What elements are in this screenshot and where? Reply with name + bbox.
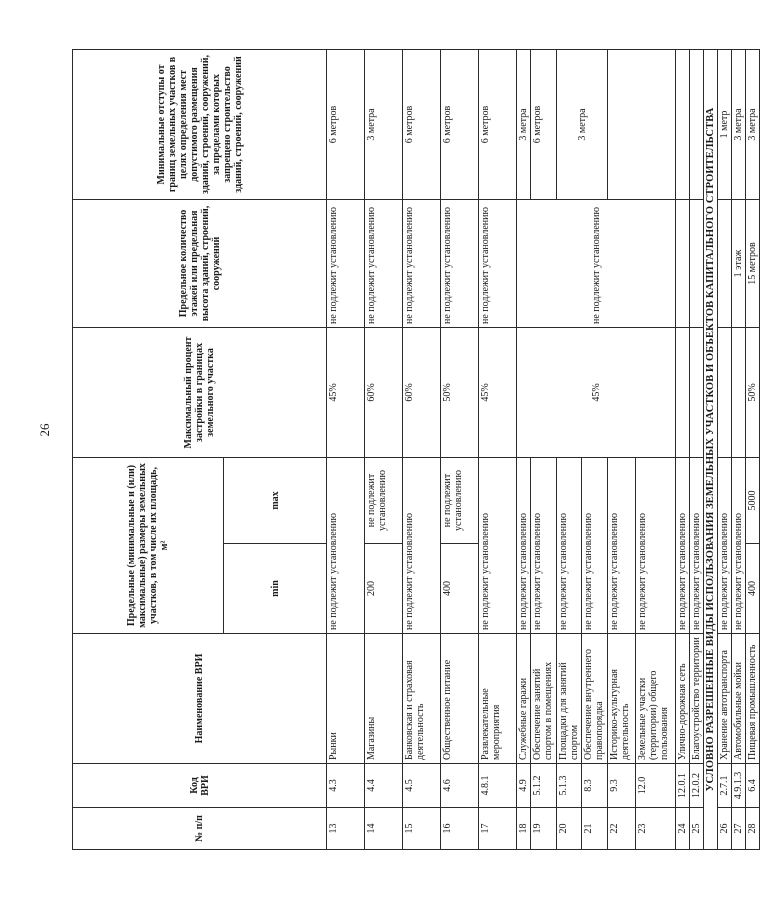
row-code: 4.8.1 — [479, 764, 517, 808]
row-num: 17 — [479, 808, 517, 850]
row-area: не подлежит установлению — [517, 457, 531, 633]
row-floors: не подлежит установлению — [365, 199, 403, 327]
row-num: 20 — [557, 808, 582, 850]
row-pct: 45% — [590, 383, 602, 402]
row-name: Историко-культурная деятельность — [608, 634, 636, 764]
row-setback: 6 метров — [441, 49, 479, 199]
section-title: УСЛОВНО РАЗРЕШЕННЫЕ ВИДЫ ИСПОЛЬЗОВАНИЯ ЗЕМЕЛЬНЫХ УЧАСТКОВ И ОБЪЕКТОВ КАПИТАЛЬНОГО СТРОИТЕЛЬСТВА — [704, 49, 718, 849]
section-row — [704, 49, 718, 849]
row-setback: 3 метра — [746, 49, 760, 199]
row-num: 18 — [517, 808, 531, 850]
row-num: 28 — [746, 808, 760, 850]
page-number: 26 — [37, 423, 52, 437]
row-num: 13 — [327, 808, 365, 850]
row-pct: 45% — [327, 327, 365, 457]
table-row — [441, 49, 479, 849]
regulations-table — [72, 49, 760, 850]
row-code: 8.3 — [582, 764, 608, 808]
row-code: 12.0.1 — [676, 764, 690, 808]
row-code: 4.5 — [403, 764, 441, 808]
row-area: не подлежит установлению — [718, 457, 732, 633]
row-floors-merged — [517, 199, 676, 327]
row-num: 25 — [690, 808, 704, 850]
row-max: 5000 — [746, 457, 760, 543]
row-num: 22 — [608, 808, 636, 850]
row-floors-empty — [676, 199, 690, 327]
row-floors: 1 этаж — [732, 199, 746, 327]
row-floors: не подлежит установлению — [403, 199, 441, 327]
row-pct: 50% — [441, 327, 479, 457]
row-area: не подлежит установлению — [557, 457, 582, 633]
row-code: 9.3 — [608, 764, 636, 808]
row-max: не подлежит установлению — [365, 457, 403, 543]
row-pct-empty — [732, 327, 746, 457]
col-num-header: № п/п — [73, 808, 327, 850]
col-floors-header: Предельное количество этажей или предельная высота зданий, строений, сооружений — [73, 199, 327, 327]
row-floors: 15 метров — [746, 199, 760, 327]
row-pct-empty — [676, 327, 690, 457]
header-row — [73, 49, 224, 849]
col-setback-header: Минимальные отступы от границ земельных участков в целях определения мест допустимого размещения зданий, строений, сооружений, за пределами которых запрещено строительство зданий, строений, сооружений — [73, 49, 327, 199]
table-row — [746, 49, 760, 849]
row-name: Служебные гаражи — [517, 634, 531, 764]
row-code: 4.6 — [441, 764, 479, 808]
row-num: 21 — [582, 808, 608, 850]
row-name: Магазины — [365, 634, 403, 764]
row-pct-empty — [690, 327, 704, 457]
row-floors: не подлежит установлению — [590, 207, 602, 324]
row-name: Земельные участки (территории) общего пользования — [636, 634, 676, 764]
table-row — [718, 49, 732, 849]
row-num: 27 — [732, 808, 746, 850]
col-pct-header: Максимальный процент застройки в границах земельного участка — [73, 327, 327, 457]
row-setback-empty — [676, 49, 690, 199]
row-name: Автомобильные мойки — [732, 634, 746, 764]
col-max-header: max — [224, 457, 327, 543]
row-code: 5.1.3 — [557, 764, 582, 808]
row-code: 5.1.2 — [531, 764, 557, 808]
row-min: 400 — [746, 544, 760, 634]
row-code: 2.7.1 — [718, 764, 732, 808]
row-code: 12.0.2 — [690, 764, 704, 808]
row-name: Развлекательные мероприятия — [479, 634, 517, 764]
row-setback-empty — [690, 49, 704, 199]
row-floors-empty — [718, 199, 732, 327]
col-area-header: Предельные (минимальные и (или) максимальные) размеры земельных участков, в том числе их площадь, м² — [73, 457, 224, 633]
row-name: Площадки для занятий спортом — [557, 634, 582, 764]
row-pct: 60% — [403, 327, 441, 457]
table-row — [479, 49, 517, 849]
row-max: не подлежит установлению — [441, 457, 479, 543]
rotated-table-container — [72, 50, 758, 850]
row-area: не подлежит установлению — [531, 457, 557, 633]
row-name: Пищевая промышленность — [746, 634, 760, 764]
row-pct-empty — [718, 327, 732, 457]
row-floors: не подлежит установлению — [441, 199, 479, 327]
row-num: 24 — [676, 808, 690, 850]
row-name: Обеспечение занятий спортом в помещениях — [531, 634, 557, 764]
row-name: Банковская и страховая деятельность — [403, 634, 441, 764]
row-num: 16 — [441, 808, 479, 850]
row-min: 400 — [441, 544, 479, 634]
row-code: 6.4 — [746, 764, 760, 808]
row-floors-empty — [690, 199, 704, 327]
row-pct: 45% — [479, 327, 517, 457]
row-name: Рынки — [327, 634, 365, 764]
row-pct: 60% — [365, 327, 403, 457]
row-area: не подлежит установлению — [608, 457, 636, 633]
col-min-header: min — [224, 544, 327, 634]
row-floors: не подлежит установлению — [479, 199, 517, 327]
row-setback: 3 метра — [365, 49, 403, 199]
row-num: 23 — [636, 808, 676, 850]
row-code: 4.4 — [365, 764, 403, 808]
row-min: 200 — [365, 544, 403, 634]
row-floors: не подлежит установлению — [327, 199, 365, 327]
row-code: 12.0 — [636, 764, 676, 808]
col-name-header: Наименование ВРИ — [73, 634, 327, 764]
row-pct: 50% — [746, 327, 760, 457]
row-setback: 6 метров — [531, 49, 557, 199]
table-row — [365, 49, 403, 849]
table-row — [676, 49, 690, 849]
row-pct-merged — [517, 327, 676, 457]
row-setback: 3 метра — [517, 49, 531, 199]
row-name: Улично-дорожная сеть — [676, 634, 690, 764]
row-name: Общественное питание — [441, 634, 479, 764]
row-area: не подлежит установлению — [732, 457, 746, 633]
table-row — [517, 49, 531, 849]
row-area: не подлежит установлению — [479, 457, 517, 633]
row-area: не подлежит установлению — [327, 457, 365, 633]
row-area: не подлежит установлению — [690, 457, 704, 633]
row-num: 26 — [718, 808, 732, 850]
col-code-header: Код ВРИ — [73, 764, 327, 808]
row-name: Обеспечение внутреннего правопорядка — [582, 634, 608, 764]
row-setback: 1 метр — [718, 49, 732, 199]
row-code: 4.9.1.3 — [732, 764, 746, 808]
row-code: 4.9 — [517, 764, 531, 808]
row-setback: 3 метра — [732, 49, 746, 199]
row-setback: 6 метров — [479, 49, 517, 199]
row-setback: 6 метров — [327, 49, 365, 199]
table-row — [327, 49, 365, 849]
row-area: не подлежит установлению — [676, 457, 690, 633]
row-area: не подлежит установлению — [636, 457, 676, 633]
row-num: 19 — [531, 808, 557, 850]
row-name: Хранение автотранспорта — [718, 634, 732, 764]
table-row — [732, 49, 746, 849]
row-name: Благоустройство территории — [690, 634, 704, 764]
row-num: 15 — [403, 808, 441, 850]
row-setback-empty — [608, 49, 676, 199]
row-code: 4.3 — [327, 764, 365, 808]
row-area: не подлежит установлению — [582, 457, 608, 633]
row-setback: 6 метров — [403, 49, 441, 199]
table-row — [690, 49, 704, 849]
row-setback: 3 метра — [557, 49, 608, 199]
row-num: 14 — [365, 808, 403, 850]
row-area: не подлежит установлению — [403, 457, 441, 633]
table-row — [403, 49, 441, 849]
